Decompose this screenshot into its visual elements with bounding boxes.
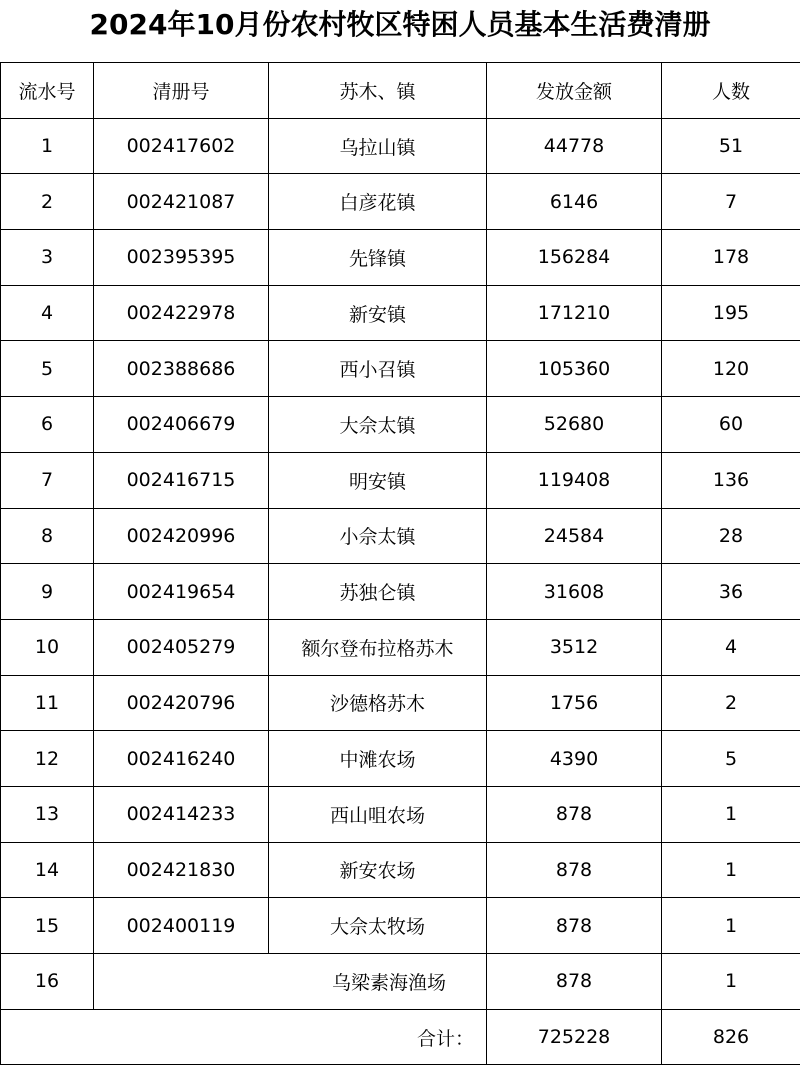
amount-cell: 24584 [487, 508, 662, 564]
people-cell: 1 [662, 842, 800, 898]
serial-cell: 10 [1, 619, 94, 675]
town-cell: 新安镇 [269, 285, 487, 341]
people-cell: 7 [662, 174, 800, 230]
people-cell: 2 [662, 675, 800, 731]
town-cell: 白彦花镇 [269, 174, 487, 230]
amount-cell: 156284 [487, 230, 662, 286]
serial-cell: 5 [1, 341, 94, 397]
total-people: 826 [662, 1009, 800, 1065]
table-header-row [1, 63, 800, 119]
serial-cell: 1 [1, 118, 94, 174]
table-row [1, 508, 800, 564]
list-no-cell: 002395395 [94, 230, 269, 286]
people-cell: 1 [662, 786, 800, 842]
table-row [1, 174, 800, 230]
serial-cell: 12 [1, 731, 94, 787]
table-row [1, 786, 800, 842]
people-cell: 120 [662, 341, 800, 397]
amount-cell: 3512 [487, 619, 662, 675]
town-cell: 大佘太镇 [269, 397, 487, 453]
town-cell: 小佘太镇 [269, 508, 487, 564]
people-cell: 136 [662, 452, 800, 508]
town-cell: 先锋镇 [269, 230, 487, 286]
header-town: 苏木、镇 [269, 63, 487, 119]
table-row [1, 675, 800, 731]
list-no-cell: 002419654 [94, 564, 269, 620]
people-cell: 1 [662, 954, 800, 1010]
table-row [1, 898, 800, 954]
table-body [1, 118, 800, 1065]
header-serial: 流水号 [1, 63, 94, 119]
list-no-cell: 002421830 [94, 842, 269, 898]
header-people: 人数 [662, 63, 800, 119]
people-cell: 4 [662, 619, 800, 675]
serial-cell: 2 [1, 174, 94, 230]
list-no-cell: 002405279 [94, 619, 269, 675]
town-cell: 中滩农场 [269, 731, 487, 787]
list-no-cell: 002388686 [94, 341, 269, 397]
total-label: 合计： [1, 1009, 487, 1065]
amount-cell: 6146 [487, 174, 662, 230]
amount-cell: 878 [487, 842, 662, 898]
town-cell: 西山咀农场 [269, 786, 487, 842]
header-amount: 发放金额 [487, 63, 662, 119]
amount-cell: 44778 [487, 118, 662, 174]
amount-cell: 119408 [487, 452, 662, 508]
town-cell: 沙德格苏木 [269, 675, 487, 731]
table-row [1, 230, 800, 286]
people-cell: 1 [662, 898, 800, 954]
table-row [1, 452, 800, 508]
list-no-cell: 002416715 [94, 452, 269, 508]
list-no-cell: 002421087 [94, 174, 269, 230]
people-cell: 195 [662, 285, 800, 341]
people-cell: 51 [662, 118, 800, 174]
amount-cell: 878 [487, 898, 662, 954]
town-cell: 乌拉山镇 [269, 118, 487, 174]
serial-cell: 11 [1, 675, 94, 731]
amount-cell: 171210 [487, 285, 662, 341]
serial-cell: 13 [1, 786, 94, 842]
serial-cell: 16 [1, 954, 94, 1010]
amount-cell: 878 [487, 786, 662, 842]
town-cell: 大佘太牧场 [269, 898, 487, 954]
people-cell: 60 [662, 397, 800, 453]
town-cell: 额尔登布拉格苏木 [269, 619, 487, 675]
table-row [1, 285, 800, 341]
amount-cell: 31608 [487, 564, 662, 620]
serial-cell: 3 [1, 230, 94, 286]
people-cell: 178 [662, 230, 800, 286]
town-cell: 新安农场 [269, 842, 487, 898]
serial-cell: 8 [1, 508, 94, 564]
amount-cell: 4390 [487, 731, 662, 787]
list-no-cell: 002417602 [94, 118, 269, 174]
serial-cell: 7 [1, 452, 94, 508]
serial-cell: 15 [1, 898, 94, 954]
header-list-no: 清册号 [94, 63, 269, 119]
serial-cell: 14 [1, 842, 94, 898]
table-row [1, 842, 800, 898]
roster-table [0, 62, 800, 1065]
amount-cell: 105360 [487, 341, 662, 397]
table-row [1, 619, 800, 675]
table-row [1, 731, 800, 787]
list-no-cell: 002420996 [94, 508, 269, 564]
page-title: 2024年10月份农村牧区特困人员基本生活费清册 [89, 8, 711, 41]
amount-cell: 52680 [487, 397, 662, 453]
total-amount: 725228 [487, 1009, 662, 1065]
amount-cell: 878 [487, 954, 662, 1010]
town-cell: 明安镇 [269, 452, 487, 508]
list-no-cell: 002400119 [94, 898, 269, 954]
people-cell: 36 [662, 564, 800, 620]
total-row [1, 1009, 800, 1065]
serial-cell: 4 [1, 285, 94, 341]
list-no-cell: 002406679 [94, 397, 269, 453]
serial-cell: 9 [1, 564, 94, 620]
table-row [1, 341, 800, 397]
people-cell: 28 [662, 508, 800, 564]
list-no-cell: 002422978 [94, 285, 269, 341]
people-cell: 5 [662, 731, 800, 787]
serial-cell: 6 [1, 397, 94, 453]
table-row [1, 564, 800, 620]
town-cell: 乌梁素海渔场 [94, 954, 487, 1010]
town-cell: 西小召镇 [269, 341, 487, 397]
amount-cell: 1756 [487, 675, 662, 731]
town-cell: 苏独仑镇 [269, 564, 487, 620]
list-no-cell: 002420796 [94, 675, 269, 731]
table-row [1, 397, 800, 453]
list-no-cell: 002416240 [94, 731, 269, 787]
table-row [1, 954, 800, 1010]
table-row [1, 118, 800, 174]
list-no-cell: 002414233 [94, 786, 269, 842]
